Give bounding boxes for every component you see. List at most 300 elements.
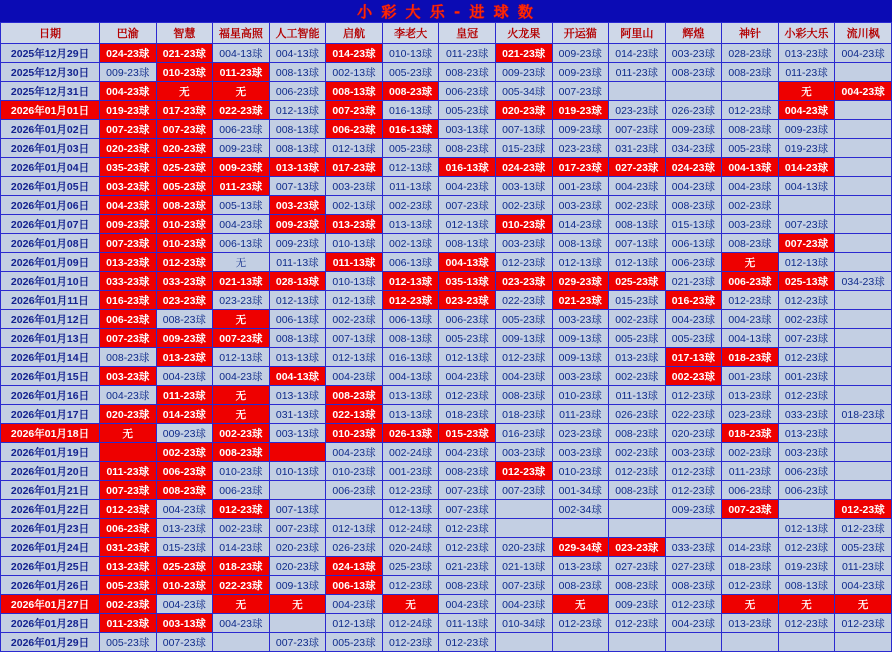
score-cell: 002-23球 <box>156 443 213 462</box>
score-cell: 020-23球 <box>269 538 326 557</box>
score-cell: 013-23球 <box>778 424 835 443</box>
score-cell <box>835 348 892 367</box>
score-cell: 无 <box>213 310 270 329</box>
score-cell: 008-23球 <box>552 576 609 595</box>
date-cell: 2026年01月01日 <box>1 101 100 120</box>
score-cell <box>835 424 892 443</box>
score-cell: 012-13球 <box>552 253 609 272</box>
score-cell: 007-23球 <box>439 500 496 519</box>
table-row <box>1 405 892 424</box>
score-cell <box>835 63 892 82</box>
score-cell: 012-13球 <box>326 614 383 633</box>
score-cell <box>778 500 835 519</box>
score-cell: 012-23球 <box>609 614 666 633</box>
score-cell: 013-23球 <box>100 557 157 576</box>
score-cell: 014-23球 <box>156 405 213 424</box>
score-cell: 006-23球 <box>326 120 383 139</box>
score-cell: 009-23球 <box>213 139 270 158</box>
score-cell: 002-23球 <box>326 310 383 329</box>
score-cell: 002-13球 <box>326 63 383 82</box>
score-cell: 012-23球 <box>835 500 892 519</box>
score-cell: 012-13球 <box>269 291 326 310</box>
score-cell: 007-23球 <box>495 481 552 500</box>
score-cell: 012-23球 <box>382 633 439 652</box>
score-cell <box>552 519 609 538</box>
table-header-row <box>1 23 892 44</box>
score-cell: 010-23球 <box>156 63 213 82</box>
date-cell: 2026年01月27日 <box>1 595 100 614</box>
score-cell: 021-13球 <box>213 272 270 291</box>
table-row <box>1 101 892 120</box>
column-header: 巴渝 <box>100 23 157 44</box>
score-cell: 007-23球 <box>100 481 157 500</box>
score-cell: 006-23球 <box>100 310 157 329</box>
score-cell: 010-23球 <box>552 462 609 481</box>
score-cell: 018-23球 <box>835 405 892 424</box>
score-cell: 023-23球 <box>609 538 666 557</box>
score-cell: 031-23球 <box>609 139 666 158</box>
date-cell: 2026年01月17日 <box>1 405 100 424</box>
column-header: 福星高照 <box>213 23 270 44</box>
score-cell: 009-23球 <box>156 329 213 348</box>
table-row <box>1 500 892 519</box>
score-cell: 002-23球 <box>213 424 270 443</box>
score-cell: 004-23球 <box>213 367 270 386</box>
score-cell <box>835 101 892 120</box>
score-cell: 无 <box>213 82 270 101</box>
score-cell: 035-23球 <box>100 158 157 177</box>
table-head <box>1 23 892 44</box>
score-cell: 007-23球 <box>100 234 157 253</box>
score-cell: 007-13球 <box>269 177 326 196</box>
date-cell: 2026年01月03日 <box>1 139 100 158</box>
score-cell: 018-23球 <box>722 348 779 367</box>
score-cell: 004-23球 <box>778 101 835 120</box>
score-cell: 011-23球 <box>778 63 835 82</box>
score-cell: 025-23球 <box>609 272 666 291</box>
score-cell: 011-13球 <box>269 253 326 272</box>
score-cell: 013-23球 <box>609 348 666 367</box>
score-cell: 008-23球 <box>609 576 666 595</box>
score-cell: 003-23球 <box>722 215 779 234</box>
table-row <box>1 462 892 481</box>
score-cell: 010-23球 <box>156 215 213 234</box>
column-header: 人工智能 <box>269 23 326 44</box>
score-cell: 005-23球 <box>100 576 157 595</box>
score-cell: 004-23球 <box>439 443 496 462</box>
score-cell: 005-23球 <box>382 63 439 82</box>
score-cell: 008-23球 <box>439 576 496 595</box>
score-cell: 007-23球 <box>269 519 326 538</box>
score-cell: 001-34球 <box>552 481 609 500</box>
score-cell: 无 <box>835 595 892 614</box>
score-cell: 008-23球 <box>439 139 496 158</box>
score-cell: 009-23球 <box>552 120 609 139</box>
score-cell: 016-23球 <box>100 291 157 310</box>
score-cell: 011-23球 <box>213 63 270 82</box>
score-cell: 006-23球 <box>778 481 835 500</box>
score-cell: 005-23球 <box>609 329 666 348</box>
score-cell: 012-23球 <box>665 386 722 405</box>
score-cell: 009-13球 <box>269 576 326 595</box>
score-cell: 003-23球 <box>665 44 722 63</box>
score-cell: 007-23球 <box>439 196 496 215</box>
table-row <box>1 443 892 462</box>
score-cell: 013-23球 <box>156 348 213 367</box>
score-cell <box>665 519 722 538</box>
score-cell: 008-23球 <box>609 424 666 443</box>
score-cell: 012-13球 <box>778 253 835 272</box>
score-cell: 012-23球 <box>665 462 722 481</box>
table-row <box>1 253 892 272</box>
score-cell: 012-23球 <box>835 519 892 538</box>
table-row <box>1 234 892 253</box>
score-cell: 012-23球 <box>439 519 496 538</box>
table-row <box>1 348 892 367</box>
date-cell: 2026年01月21日 <box>1 481 100 500</box>
score-cell: 007-13球 <box>269 500 326 519</box>
date-cell: 2026年01月05日 <box>1 177 100 196</box>
score-cell: 012-23球 <box>778 386 835 405</box>
column-header: 皇冠 <box>439 23 496 44</box>
score-cell: 026-23球 <box>665 101 722 120</box>
score-cell: 010-23球 <box>156 234 213 253</box>
score-cell: 006-23球 <box>326 481 383 500</box>
score-cell: 008-13球 <box>326 82 383 101</box>
score-cell: 018-23球 <box>722 424 779 443</box>
score-cell <box>778 196 835 215</box>
score-cell: 014-23球 <box>552 215 609 234</box>
score-cell: 006-13球 <box>269 310 326 329</box>
date-cell: 2026年01月10日 <box>1 272 100 291</box>
score-cell <box>835 329 892 348</box>
score-cell: 004-23球 <box>156 500 213 519</box>
date-cell: 2026年01月23日 <box>1 519 100 538</box>
score-cell: 023-23球 <box>722 405 779 424</box>
date-cell: 2025年12月30日 <box>1 63 100 82</box>
score-cell: 010-34球 <box>495 614 552 633</box>
score-cell: 007-23球 <box>778 329 835 348</box>
score-cell: 009-23球 <box>100 63 157 82</box>
score-cell: 005-23球 <box>722 139 779 158</box>
score-cell: 012-13球 <box>382 158 439 177</box>
score-cell: 012-23球 <box>495 462 552 481</box>
column-header: 辉煌 <box>665 23 722 44</box>
score-cell: 004-23球 <box>439 367 496 386</box>
column-header-date: 日期 <box>1 23 100 44</box>
score-cell: 028-23球 <box>722 44 779 63</box>
score-cell: 018-23球 <box>722 557 779 576</box>
table-row <box>1 367 892 386</box>
table-row <box>1 614 892 633</box>
score-cell: 008-13球 <box>269 120 326 139</box>
score-cell <box>835 139 892 158</box>
score-cell: 005-23球 <box>495 310 552 329</box>
score-cell: 002-23球 <box>665 367 722 386</box>
score-cell: 003-23球 <box>778 443 835 462</box>
score-cell: 024-23球 <box>495 158 552 177</box>
date-cell: 2026年01月07日 <box>1 215 100 234</box>
score-cell: 017-23球 <box>326 158 383 177</box>
score-cell: 012-23球 <box>439 633 496 652</box>
table-row <box>1 44 892 63</box>
score-cell: 003-13球 <box>156 614 213 633</box>
score-cell: 012-13球 <box>326 139 383 158</box>
score-cell: 007-23球 <box>269 633 326 652</box>
score-cell: 004-23球 <box>326 443 383 462</box>
score-cell: 023-23球 <box>495 272 552 291</box>
score-cell <box>835 310 892 329</box>
score-cell: 004-23球 <box>495 367 552 386</box>
score-cell: 002-23球 <box>778 310 835 329</box>
table-row <box>1 215 892 234</box>
score-cell: 015-23球 <box>439 424 496 443</box>
score-cell: 012-13球 <box>213 348 270 367</box>
score-cell: 002-23球 <box>382 196 439 215</box>
score-cell: 012-23球 <box>495 253 552 272</box>
score-cell: 007-23球 <box>326 101 383 120</box>
score-cell: 004-23球 <box>100 386 157 405</box>
score-cell: 012-13球 <box>326 519 383 538</box>
score-cell: 025-23球 <box>382 557 439 576</box>
score-cell: 011-13球 <box>609 386 666 405</box>
score-cell <box>835 481 892 500</box>
score-cell: 009-23球 <box>552 63 609 82</box>
score-cell: 004-13球 <box>269 367 326 386</box>
score-cell: 004-23球 <box>156 595 213 614</box>
score-cell: 001-23球 <box>382 462 439 481</box>
score-cell: 012-23球 <box>722 291 779 310</box>
score-cell: 013-13球 <box>382 215 439 234</box>
score-cell: 012-23球 <box>609 462 666 481</box>
date-cell: 2026年01月06日 <box>1 196 100 215</box>
score-cell: 019-23球 <box>552 101 609 120</box>
score-cell: 005-23球 <box>326 633 383 652</box>
score-cell: 019-23球 <box>100 101 157 120</box>
score-cell: 010-13球 <box>326 234 383 253</box>
score-cell: 006-23球 <box>100 519 157 538</box>
score-cell: 013-13球 <box>382 405 439 424</box>
score-cell: 003-23球 <box>552 443 609 462</box>
score-cell <box>495 500 552 519</box>
score-cell: 001-23球 <box>552 177 609 196</box>
score-cell: 006-23球 <box>778 462 835 481</box>
score-cell: 012-13球 <box>382 272 439 291</box>
score-cell: 004-23球 <box>665 310 722 329</box>
score-cell: 008-23球 <box>439 462 496 481</box>
score-cell: 009-23球 <box>100 215 157 234</box>
score-cell: 003-23球 <box>495 443 552 462</box>
score-cell: 006-23球 <box>722 481 779 500</box>
title-bar <box>0 0 892 22</box>
score-cell: 003-23球 <box>269 196 326 215</box>
score-cell: 029-23球 <box>552 272 609 291</box>
score-cell: 008-23球 <box>722 120 779 139</box>
score-cell: 004-23球 <box>835 576 892 595</box>
score-cell: 无 <box>213 386 270 405</box>
score-cell: 018-23球 <box>495 405 552 424</box>
score-cell: 007-23球 <box>100 120 157 139</box>
score-cell: 015-23球 <box>609 291 666 310</box>
score-cell: 003-23球 <box>100 367 157 386</box>
score-cell <box>609 633 666 652</box>
score-cell: 004-23球 <box>609 177 666 196</box>
score-cell: 004-13球 <box>269 44 326 63</box>
score-cell: 012-13球 <box>439 348 496 367</box>
score-cell: 008-13球 <box>439 234 496 253</box>
score-cell: 021-13球 <box>495 557 552 576</box>
score-cell: 006-23球 <box>156 462 213 481</box>
score-cell: 002-23球 <box>609 367 666 386</box>
score-cell: 014-23球 <box>213 538 270 557</box>
score-cell: 005-13球 <box>213 196 270 215</box>
score-cell: 019-23球 <box>778 557 835 576</box>
score-cell: 006-13球 <box>382 310 439 329</box>
score-cell: 016-13球 <box>382 348 439 367</box>
score-cell: 004-13球 <box>382 367 439 386</box>
score-cell <box>722 519 779 538</box>
score-cell: 010-13球 <box>269 462 326 481</box>
score-cell: 006-13球 <box>382 253 439 272</box>
score-cell: 012-23球 <box>100 500 157 519</box>
score-cell: 无 <box>213 253 270 272</box>
table-row <box>1 633 892 652</box>
date-cell: 2026年01月08日 <box>1 234 100 253</box>
score-cell: 010-13球 <box>382 44 439 63</box>
date-cell: 2026年01月14日 <box>1 348 100 367</box>
date-cell: 2026年01月24日 <box>1 538 100 557</box>
score-cell: 010-23球 <box>326 462 383 481</box>
score-cell: 006-23球 <box>439 310 496 329</box>
score-cell: 027-23球 <box>609 158 666 177</box>
score-cell: 011-23球 <box>722 462 779 481</box>
score-cell: 013-23球 <box>722 386 779 405</box>
score-cell: 015-23球 <box>495 139 552 158</box>
score-cell <box>665 82 722 101</box>
score-cell: 008-23球 <box>439 63 496 82</box>
score-cell: 007-23球 <box>778 234 835 253</box>
score-cell: 004-23球 <box>326 595 383 614</box>
score-cell: 012-23球 <box>722 576 779 595</box>
date-cell: 2026年01月20日 <box>1 462 100 481</box>
score-cell: 002-23球 <box>609 196 666 215</box>
score-cell: 006-23球 <box>213 120 270 139</box>
score-cell: 022-13球 <box>326 405 383 424</box>
score-cell: 无 <box>269 595 326 614</box>
score-cell: 008-23球 <box>609 481 666 500</box>
score-cell: 017-13球 <box>665 348 722 367</box>
score-cell: 012-23球 <box>156 253 213 272</box>
score-cell: 020-23球 <box>495 538 552 557</box>
date-cell: 2026年01月16日 <box>1 386 100 405</box>
score-cell: 012-23球 <box>778 614 835 633</box>
score-cell: 007-23球 <box>213 329 270 348</box>
score-cell: 013-23球 <box>156 519 213 538</box>
date-cell: 2026年01月15日 <box>1 367 100 386</box>
score-cell: 023-23球 <box>156 291 213 310</box>
score-cell: 012-23球 <box>213 500 270 519</box>
table-row <box>1 519 892 538</box>
score-cell: 012-24球 <box>382 614 439 633</box>
score-cell <box>835 462 892 481</box>
score-cell: 无 <box>722 595 779 614</box>
score-cell: 012-23球 <box>778 538 835 557</box>
score-cell: 007-23球 <box>609 120 666 139</box>
score-cell: 014-23球 <box>778 158 835 177</box>
column-header: 神针 <box>722 23 779 44</box>
score-cell: 002-23球 <box>722 196 779 215</box>
date-cell: 2026年01月13日 <box>1 329 100 348</box>
score-cell: 007-23球 <box>722 500 779 519</box>
score-cell: 002-13球 <box>382 234 439 253</box>
score-cell: 004-13球 <box>439 253 496 272</box>
score-cell: 无 <box>213 405 270 424</box>
score-cell: 004-23球 <box>835 44 892 63</box>
column-header: 开运猫 <box>552 23 609 44</box>
score-cell: 004-23球 <box>213 215 270 234</box>
score-cell <box>835 367 892 386</box>
score-cell: 002-23球 <box>609 310 666 329</box>
score-cell: 020-23球 <box>100 139 157 158</box>
score-cell: 012-13球 <box>269 101 326 120</box>
score-cell: 008-23球 <box>722 234 779 253</box>
score-cell: 008-23球 <box>213 443 270 462</box>
score-cell: 010-13球 <box>326 272 383 291</box>
score-cell: 015-23球 <box>156 538 213 557</box>
score-cell: 002-23球 <box>722 443 779 462</box>
score-cell: 006-23球 <box>213 481 270 500</box>
score-cell: 007-23球 <box>552 82 609 101</box>
score-cell: 003-23球 <box>326 177 383 196</box>
score-cell: 004-23球 <box>439 595 496 614</box>
score-cell: 020-23球 <box>156 139 213 158</box>
score-cell: 013-13球 <box>269 158 326 177</box>
table-row <box>1 63 892 82</box>
score-cell: 006-13球 <box>213 234 270 253</box>
table-row <box>1 424 892 443</box>
date-cell: 2025年12月31日 <box>1 82 100 101</box>
score-cell: 008-13球 <box>269 139 326 158</box>
score-cell: 008-23球 <box>382 82 439 101</box>
score-cell: 013-23球 <box>778 44 835 63</box>
score-cell: 026-23球 <box>609 405 666 424</box>
score-cell: 018-23球 <box>439 405 496 424</box>
score-cell: 017-23球 <box>156 101 213 120</box>
score-cell: 无 <box>382 595 439 614</box>
table-row <box>1 481 892 500</box>
score-cell: 008-23球 <box>156 310 213 329</box>
score-cell: 002-13球 <box>326 196 383 215</box>
score-cell: 025-23球 <box>156 158 213 177</box>
score-cell: 005-23球 <box>439 329 496 348</box>
score-cell: 003-23球 <box>100 177 157 196</box>
score-cell <box>835 443 892 462</box>
score-cell: 014-23球 <box>609 44 666 63</box>
table-row <box>1 557 892 576</box>
score-cell: 006-23球 <box>665 253 722 272</box>
score-cell: 021-23球 <box>552 291 609 310</box>
score-cell <box>326 500 383 519</box>
score-cell: 无 <box>156 82 213 101</box>
score-cell: 011-23球 <box>835 557 892 576</box>
score-cell: 023-23球 <box>552 424 609 443</box>
scores-table <box>0 22 892 652</box>
score-cell: 009-23球 <box>552 44 609 63</box>
date-cell: 2026年01月28日 <box>1 614 100 633</box>
score-cell: 011-23球 <box>100 614 157 633</box>
score-cell: 006-13球 <box>326 576 383 595</box>
score-cell: 021-23球 <box>439 557 496 576</box>
